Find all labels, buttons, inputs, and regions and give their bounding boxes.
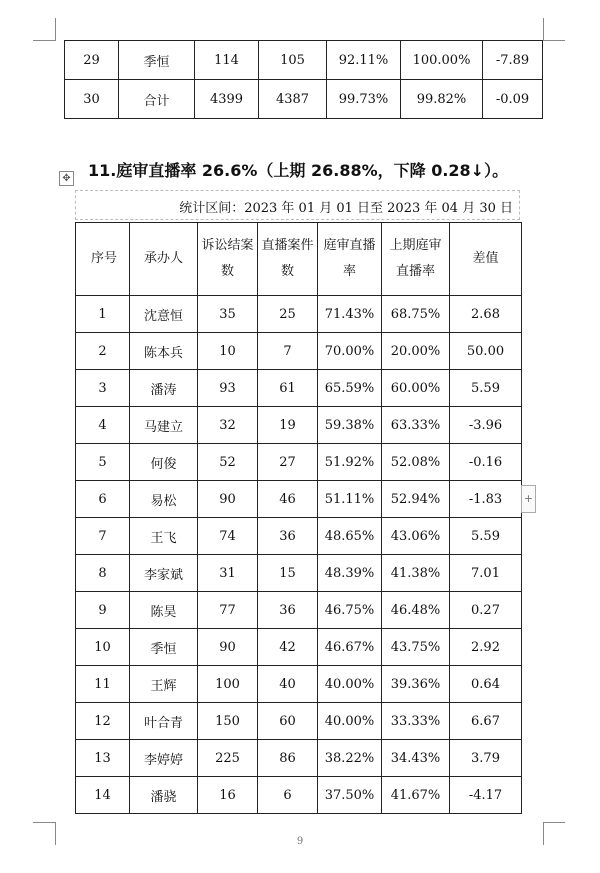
table-cell: 59.38% [318, 407, 382, 444]
table-row [76, 407, 522, 444]
table-cell: 33.33% [382, 703, 450, 740]
table-cell: 马建立 [130, 407, 198, 444]
table-cell: 李婷婷 [130, 740, 198, 777]
table-cell: 4 [76, 407, 130, 444]
table-cell: 99.73% [327, 80, 401, 119]
table-cell: 沈意恒 [130, 296, 198, 333]
statistics-period: 统计区间：2023 年 01 月 01 日至 2023 年 04 月 30 日 [179, 201, 513, 216]
table-cell: 30 [65, 80, 119, 119]
column-header-label: 承办人 [143, 251, 183, 266]
table-cell: 6 [76, 481, 130, 518]
table-cell: -0.16 [450, 444, 522, 481]
table-cell: 40 [258, 666, 318, 703]
table-cell: 39.36% [382, 666, 450, 703]
table-cell: 合计 [119, 80, 195, 119]
table-row [76, 740, 522, 777]
table-cell: 51.92% [318, 444, 382, 481]
table-cell: 8 [76, 555, 130, 592]
table-row [76, 518, 522, 555]
column-header [382, 223, 450, 296]
table-cell: 52.94% [382, 481, 450, 518]
table-cell: 46.67% [318, 629, 382, 666]
table-cell: 60 [258, 703, 318, 740]
table-cell: 100.00% [401, 41, 483, 80]
table-cell: 李家斌 [130, 555, 198, 592]
live-broadcast-rate-table [75, 222, 522, 814]
table-cell: 100 [198, 666, 258, 703]
table-cell: 4387 [259, 80, 327, 119]
table-cell: 35 [198, 296, 258, 333]
table-cell: 3.79 [450, 740, 522, 777]
plus-icon: + [523, 492, 534, 505]
table-cell: 93 [198, 370, 258, 407]
table-cell: 32 [198, 407, 258, 444]
table-cell: 10 [76, 629, 130, 666]
table-cell: 43.75% [382, 629, 450, 666]
previous-table-body [65, 41, 543, 119]
move-icon: ✥ [62, 173, 71, 184]
table-row [76, 777, 522, 814]
table-cell: 65.59% [318, 370, 382, 407]
table-cell: 225 [198, 740, 258, 777]
column-header-label: 差值 [472, 251, 499, 266]
period-caption-box [75, 190, 520, 220]
table-cell: 52 [198, 444, 258, 481]
main-table-body [76, 223, 522, 814]
table-cell: 150 [198, 703, 258, 740]
table-row [76, 333, 522, 370]
table-cell: 6.67 [450, 703, 522, 740]
table-cell: 3 [76, 370, 130, 407]
table-cell: 31 [198, 555, 258, 592]
table-cell: 季恒 [130, 629, 198, 666]
table-row [76, 703, 522, 740]
table-row [76, 592, 522, 629]
table-cell: 13 [76, 740, 130, 777]
table-cell: 季恒 [119, 41, 195, 80]
table-cell: 90 [198, 629, 258, 666]
table-cell: 潘涛 [130, 370, 198, 407]
table-cell: 46 [258, 481, 318, 518]
table-row [76, 629, 522, 666]
table-cell: 7.01 [450, 555, 522, 592]
table-cell: 90 [198, 481, 258, 518]
table-cell: 41.38% [382, 555, 450, 592]
table-cell: 2.68 [450, 296, 522, 333]
table-row [65, 80, 543, 119]
table-cell: 陈本兵 [130, 333, 198, 370]
table-cell: 40.00% [318, 703, 382, 740]
table-cell: 36 [258, 518, 318, 555]
table-cell: 16 [198, 777, 258, 814]
table-cell: 46.48% [382, 592, 450, 629]
table-cell: 潘骁 [130, 777, 198, 814]
column-header [318, 223, 382, 296]
table-cell: 0.64 [450, 666, 522, 703]
add-row-button[interactable] [521, 485, 536, 513]
table-cell: 5.59 [450, 518, 522, 555]
table-cell: 42 [258, 629, 318, 666]
table-cell: 71.43% [318, 296, 382, 333]
table-cell: -0.09 [483, 80, 543, 119]
previous-table-tail [64, 40, 543, 119]
table-row [76, 296, 522, 333]
column-header [450, 223, 522, 296]
table-cell: -4.17 [450, 777, 522, 814]
table-cell: 2 [76, 333, 130, 370]
table-cell: 0.27 [450, 592, 522, 629]
column-header [198, 223, 258, 296]
table-cell: 15 [258, 555, 318, 592]
table-cell: 王飞 [130, 518, 198, 555]
table-header-row [76, 223, 522, 296]
table-cell: 34.43% [382, 740, 450, 777]
table-move-handle[interactable] [59, 171, 74, 186]
table-cell: 37.50% [318, 777, 382, 814]
table-row [76, 555, 522, 592]
table-cell: 20.00% [382, 333, 450, 370]
table-cell: 19 [258, 407, 318, 444]
table-cell: -1.83 [450, 481, 522, 518]
table-cell: 叶合青 [130, 703, 198, 740]
table-cell: 王辉 [130, 666, 198, 703]
table-cell: 46.75% [318, 592, 382, 629]
table-cell: 25 [258, 296, 318, 333]
table-cell: 68.75% [382, 296, 450, 333]
column-header [130, 223, 198, 296]
table-cell: 36 [258, 592, 318, 629]
table-row [76, 666, 522, 703]
table-cell: 4399 [195, 80, 259, 119]
table-cell: -3.96 [450, 407, 522, 444]
table-cell: 63.33% [382, 407, 450, 444]
column-header [76, 223, 130, 296]
table-cell: 41.67% [382, 777, 450, 814]
table-row [76, 481, 522, 518]
table-cell: 105 [259, 41, 327, 80]
table-row [76, 370, 522, 407]
table-cell: 29 [65, 41, 119, 80]
table-cell: 86 [258, 740, 318, 777]
table-cell: 51.11% [318, 481, 382, 518]
column-header-label: 诉讼结案数 [201, 238, 254, 279]
table-cell: 38.22% [318, 740, 382, 777]
table-row [76, 444, 522, 481]
column-header-label: 直播案件数 [261, 238, 314, 279]
table-row [65, 41, 543, 80]
table-cell: 10 [198, 333, 258, 370]
table-cell: 48.39% [318, 555, 382, 592]
table-cell: 48.65% [318, 518, 382, 555]
table-cell: 40.00% [318, 666, 382, 703]
table-cell: -7.89 [483, 41, 543, 80]
table-cell: 1 [76, 296, 130, 333]
table-cell: 9 [76, 592, 130, 629]
column-header-label: 序号 [90, 251, 117, 266]
page-number: 9 [296, 836, 304, 847]
table-cell: 74 [198, 518, 258, 555]
table-cell: 27 [258, 444, 318, 481]
table-cell: 99.82% [401, 80, 483, 119]
table-cell: 5.59 [450, 370, 522, 407]
table-cell: 52.08% [382, 444, 450, 481]
column-header-label: 上期庭审直播率 [389, 238, 442, 279]
table-cell: 70.00% [318, 333, 382, 370]
table-cell: 5 [76, 444, 130, 481]
table-cell: 易松 [130, 481, 198, 518]
section-title: 11.庭审直播率 26.6%（上期 26.88%，下降 0.28↓）。 [88, 161, 509, 180]
table-cell: 7 [76, 518, 130, 555]
table-cell: 43.06% [382, 518, 450, 555]
table-cell: 7 [258, 333, 318, 370]
table-cell: 11 [76, 666, 130, 703]
table-cell: 77 [198, 592, 258, 629]
table-cell: 6 [258, 777, 318, 814]
table-cell: 92.11% [327, 41, 401, 80]
column-header-label: 庭审直播率 [323, 238, 376, 279]
table-cell: 60.00% [382, 370, 450, 407]
table-cell: 2.92 [450, 629, 522, 666]
table-cell: 61 [258, 370, 318, 407]
table-cell: 陈昊 [130, 592, 198, 629]
table-cell: 何俊 [130, 444, 198, 481]
table-cell: 14 [76, 777, 130, 814]
column-header [258, 223, 318, 296]
table-cell: 50.00 [450, 333, 522, 370]
table-cell: 12 [76, 703, 130, 740]
table-cell: 114 [195, 41, 259, 80]
